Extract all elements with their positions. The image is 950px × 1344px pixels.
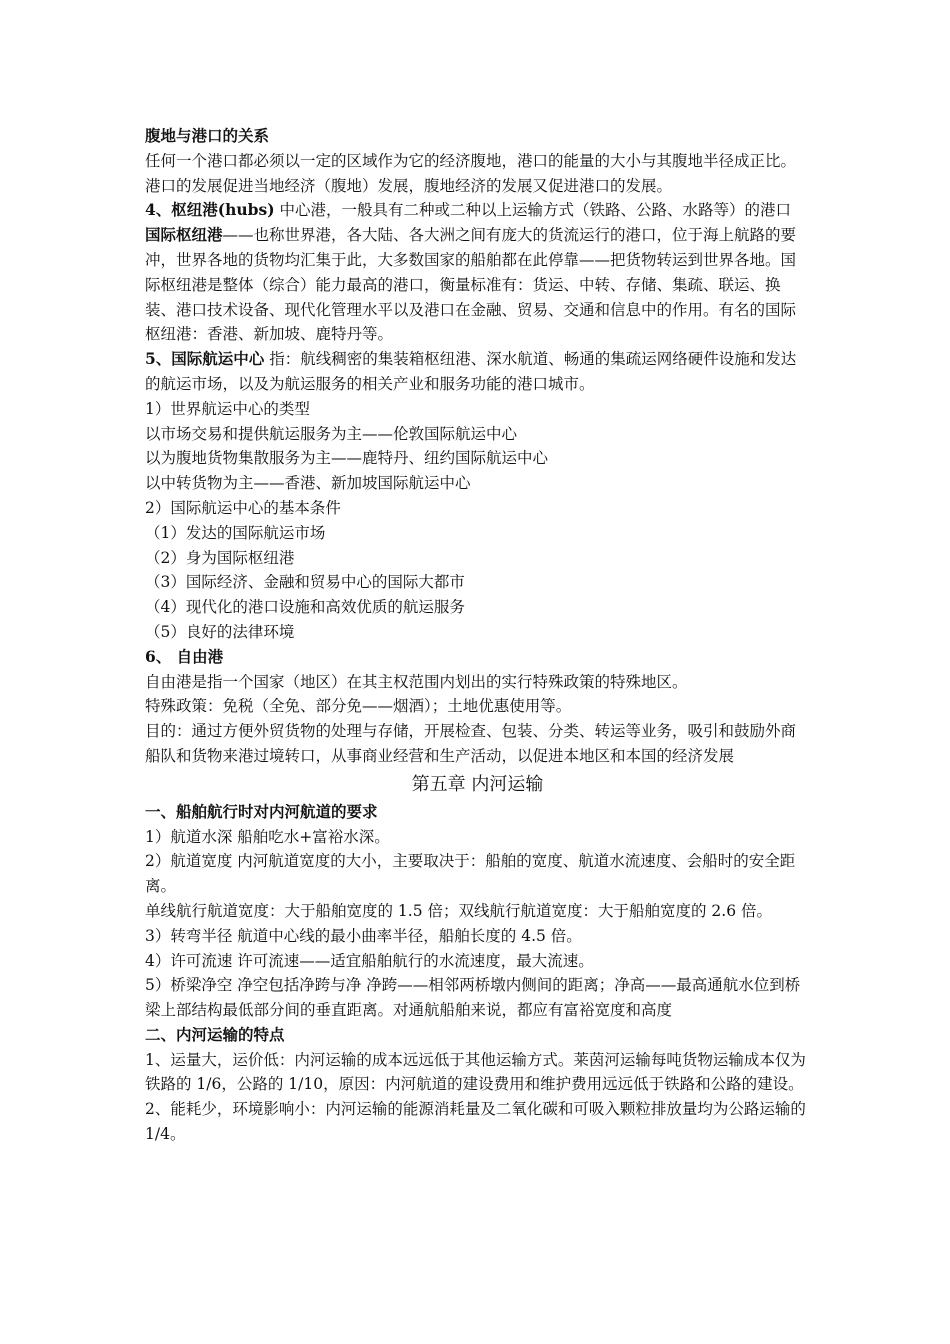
paragraph-waterway: 单线航行航道宽度：大于船舶宽度的 1.5 倍；双线航行航道宽度：大于船舶宽度的 2.6 倍。 bbox=[145, 901, 773, 920]
list-item: 以中转货物为主——香港、新加坡国际航运中心 bbox=[145, 474, 471, 493]
shipping-types-title: 1）世界航运中心的类型 bbox=[145, 399, 310, 418]
paragraph-inland-features: 1、运量大，运价低：内河运输的成本远远低于其他运输方式。莱茵河运输每吨货物运输成本仅为铁路的 1/6，公路的 1/10，原因：内河航道的建设费用和维护费用远远低于铁路和公路的建设。 bbox=[145, 1050, 806, 1094]
list-item: （3）国际经济、金融和贸易中心的国际大都市 bbox=[145, 573, 465, 592]
heading-inland-features: 二、内河运输的特点 bbox=[145, 1024, 285, 1044]
list-item: 以为腹地货物集散服务为主——鹿特丹、纽约国际航运中心 bbox=[145, 449, 549, 468]
heading-free-port: 6、 自由港 bbox=[145, 646, 224, 666]
intl-hub-label: 国际枢纽港 bbox=[145, 225, 223, 245]
paragraph-waterway: 4）许可流速 许可流速——适宜船舶航行的水流速度，最大流速。 bbox=[145, 951, 594, 970]
paragraph-shipping-center bbox=[145, 347, 810, 397]
shipping-conditions-title: 2）国际航运中心的基本条件 bbox=[145, 498, 341, 517]
shipping-center-label: 5、国际航运中心 bbox=[145, 349, 265, 369]
heading-waterway-requirements: 一、船舶航行时对内河航道的要求 bbox=[145, 801, 378, 821]
list-item: （2）身为国际枢纽港 bbox=[145, 548, 295, 567]
list-item: （1）发达的国际航运市场 bbox=[145, 523, 326, 542]
paragraph-waterway: 1）航道水深 船舶吃水+富裕水深。 bbox=[145, 827, 390, 846]
list-item: 以市场交易和提供航运服务为主——伦敦国际航运中心 bbox=[145, 424, 518, 443]
list-item: （4）现代化的港口设施和高效优质的航运服务 bbox=[145, 598, 465, 617]
hubs-label: 4、枢纽港(hubs) bbox=[145, 200, 275, 220]
paragraph-intl-hub bbox=[145, 223, 810, 347]
paragraph-waterway: 3）转弯半径 航道中心线的最小曲率半径，船舶长度的 4.5 倍。 bbox=[145, 926, 582, 945]
paragraph-inland-features: 2、能耗少，环境影响小：内河运输的能源消耗量及二氧化碳和可吸入颗粒排放量均为公路运输的 1/4。 bbox=[145, 1100, 806, 1144]
document-page bbox=[145, 124, 810, 1147]
intl-hub-body: ——也称世界港，各大陆、各大洲之间有庞大的货流运行的港口，位于海上航路的要冲，世界各地的货物均汇集于此，大多数国家的船舶都在此停靠——把货物转运到世界各地。国际枢纽港是整体（综合）能力最高的港口，衡量标准有：货运、中转、存储、集疏、联运、换装、港口技术设备、现代化管理水平以及港口在金融、贸易、交通和信息中的作用。有名的国际枢纽港：香港、新加坡、鹿特丹等。 bbox=[145, 226, 797, 344]
chapter-title: 第五章 内河运输 bbox=[411, 773, 544, 795]
shipping-center-body: 指：航线稠密的集装箱枢纽港、深水航道、畅通的集疏运网络硬件设施和发达的航运市场，以及为航运服务的相关产业和服务功能的港口城市。 bbox=[145, 350, 797, 393]
paragraph-port-hinterland: 任何一个港口都必须以一定的区域作为它的经济腹地，港口的能量的大小与其腹地半径成正比。港口的发展促进当地经济（腹地）发展，腹地经济的发展又促进港口的发展。 bbox=[145, 151, 797, 195]
paragraph-hubs bbox=[145, 198, 810, 223]
paragraph-waterway: 2）航道宽度 内河航道宽度的大小，主要取决于：船舶的宽度、航道水流速度、会船时的安全距离。 bbox=[145, 852, 796, 896]
hubs-body: 中心港，一般具有二种或二种以上运输方式（铁路、公路、水路等）的港口 bbox=[274, 201, 791, 220]
paragraph-free-port: 特殊政策：免税（全免、部分免——烟酒）；土地优惠使用等。 bbox=[145, 697, 572, 716]
list-item: （5）良好的法律环境 bbox=[145, 622, 295, 641]
paragraph-free-port: 目的：通过方便外贸货物的处理与存储，开展检查、包装、分类、转运等业务，吸引和鼓励外商船队和货物来港过境转口，从事商业经营和生产活动，以促进本地区和本国的经济发展 bbox=[145, 722, 797, 765]
paragraph-free-port: 自由港是指一个国家（地区）在其主权范围内划出的实行特殊政策的特殊地区。 bbox=[145, 672, 688, 691]
heading-port-hinterland: 腹地与港口的关系 bbox=[145, 126, 270, 145]
paragraph-waterway: 5）桥梁净空 净空包括净跨与净 净跨——相邻两桥墩内侧间的距离；净高——最高通航水位到桥梁上部结构最低部分间的垂直距离。对通航船舶来说，都应有富裕宽度和高度 bbox=[145, 976, 801, 1020]
